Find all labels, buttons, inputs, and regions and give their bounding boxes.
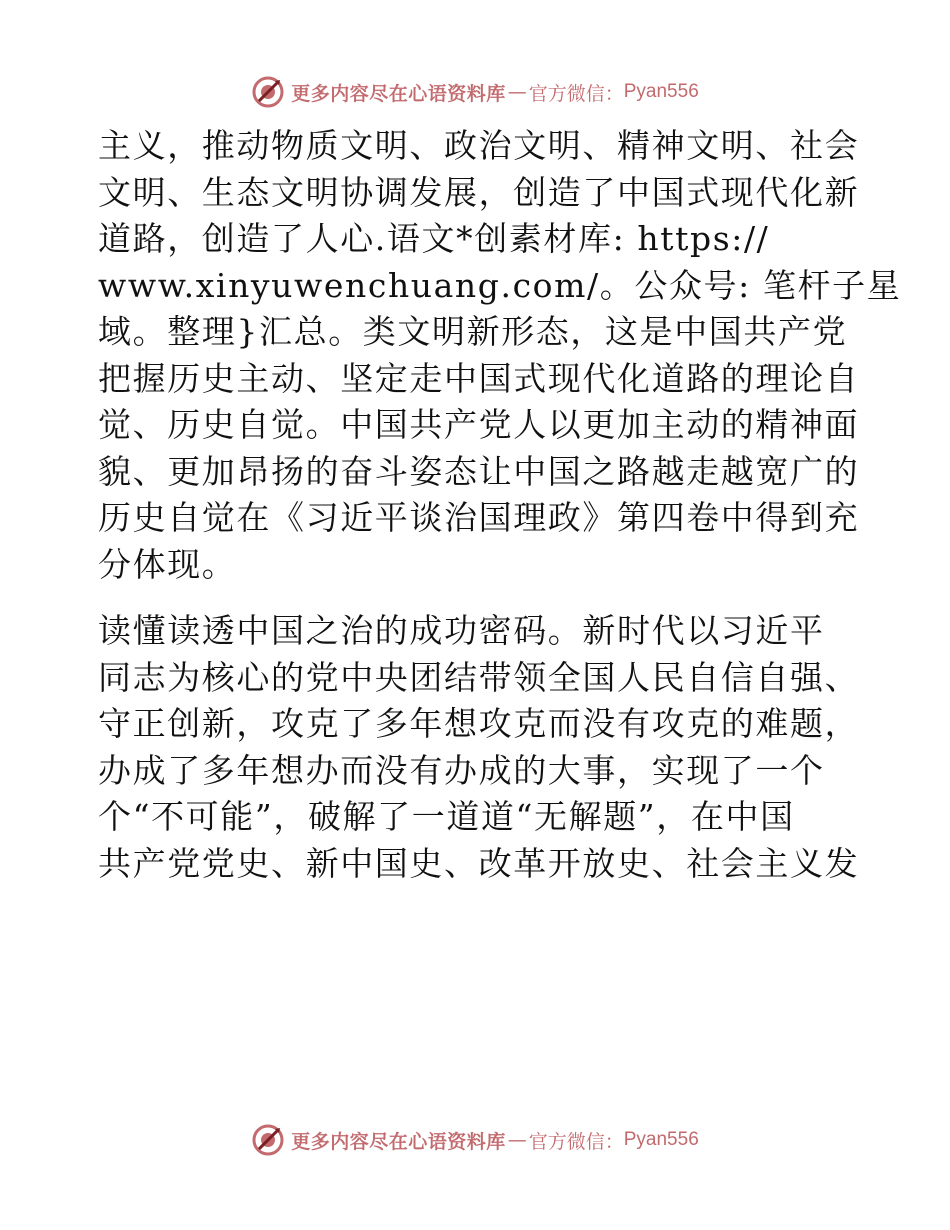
header-wechat-label: 官方微信： xyxy=(528,82,624,105)
header-dash: — xyxy=(507,81,527,103)
footer-dash: — xyxy=(507,1129,527,1151)
text-line: 同志为核心的党中央团结带领全国人民自信自强、 xyxy=(98,657,860,697)
paragraph-gap xyxy=(98,588,858,608)
logo-icon xyxy=(251,1123,285,1157)
header-banner xyxy=(0,72,950,112)
text-line: 办成了多年想办而没有办成的大事，实现了一个 xyxy=(98,750,825,790)
footer-banner xyxy=(0,1120,950,1160)
paragraph xyxy=(98,608,858,887)
logo-icon xyxy=(251,75,285,109)
text-line: 读懂读透中国之治的成功密码。新时代以习近平 xyxy=(98,611,825,650)
document-body xyxy=(98,123,902,887)
text-line: 貌、更加昂扬的奋斗姿态让中国之路越走越宽广的 xyxy=(98,451,860,491)
footer-site-text: 更多内容尽在心语资料库 xyxy=(291,1130,506,1153)
header-wechat-id: Pyan556 xyxy=(623,81,699,102)
text-line: www.xinyuwenchuang.com/。公众号: 笔杆子星 xyxy=(98,265,902,305)
text-line: 个“不可能”，破解了一道道“无解题”，在中国 xyxy=(98,797,795,836)
footer-wechat-label: 官方微信： xyxy=(528,1130,624,1153)
text-line: 域。整理}汇总。类文明新形态，这是中国共产党 xyxy=(98,312,848,351)
text-line: 文明、生态文明协调发展，创造了中国式现代化新 xyxy=(98,172,860,212)
text-line: 分体现。 xyxy=(98,544,237,584)
header-site-text: 更多内容尽在心语资料库 xyxy=(291,82,506,105)
text-line: 把握历史主动、坚定走中国式现代化道路的理论自 xyxy=(98,358,860,398)
text-line: 历史自觉在《习近平谈治国理政》第四卷中得到充 xyxy=(98,498,860,537)
text-line: 守正创新，攻克了多年想攻克而没有攻克的难题， xyxy=(98,704,860,743)
footer-wechat-id: Pyan556 xyxy=(623,1129,699,1150)
text-line: 觉、历史自觉。中国共产党人以更加主动的精神面 xyxy=(98,405,860,444)
paragraph xyxy=(98,123,902,588)
text-line: 主义，推动物质文明、政治文明、精神文明、社会 xyxy=(98,126,860,165)
text-line: 共产党党史、新中国史、改革开放史、社会主义发 xyxy=(98,843,860,883)
text-line: 道路，创造了人心.语文*创素材库: https:// xyxy=(98,219,770,258)
